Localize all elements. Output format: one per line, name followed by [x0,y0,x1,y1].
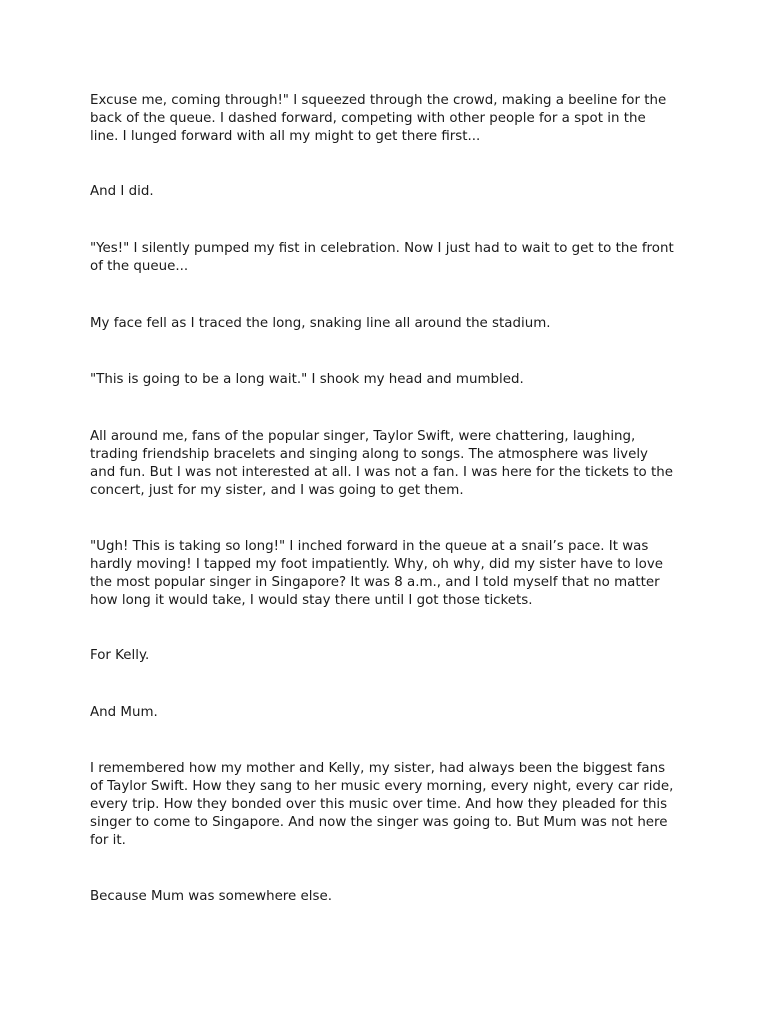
paragraph-1: Excuse me, coming through!" I squeezed through the crowd, making a beeline for the back of the queue. I dashed forward, competing with other people for a spot in the line. I lunged forward with all my might to get there first... [90,93,667,144]
paragraph-7: "Ugh! This is taking so long!" I inched forward in the queue at a snail’s pace. It was hardly moving! I tapped my foot impatiently. Why, oh why, did my sister have to love the most popular singer in Singapore? It was 8 a.m., and I told myself that no matter how long it would take, I would stay there until I got those tickets. [90,539,663,608]
paragraph-2: And I did. [90,184,154,199]
paragraph-6: All around me, fans of the popular singer, Taylor Swift, were chattering, laughing, trading friendship bracelets and singing along to songs. The atmosphere was lively and fun. But I was not interested at all. I was not a fan. I was here for the tickets to the concert, just for my sister, and I was going to get them. [90,429,673,498]
paragraph-8: For Kelly. [90,648,150,663]
paragraph-11: Because Mum was somewhere else. [90,889,332,904]
paragraph-9: And Mum. [90,705,158,720]
paragraph-4: My face fell as I traced the long, snaking line all around the stadium. [90,316,551,331]
paragraph-5: "This is going to be a long wait." I shook my head and mumbled. [90,372,524,387]
paragraph-3: "Yes!" I silently pumped my fist in celebration. Now I just had to wait to get to the front of the queue... [90,241,674,274]
paragraph-10: I remembered how my mother and Kelly, my sister, had always been the biggest fans of Taylor Swift. How they sang to her music every morning, every night, every car ride, every trip. How they bonded over this music over time. And how they pleaded for this singer to come to Singapore. And now the singer was going to. But Mum was not here for it. [90,761,674,848]
